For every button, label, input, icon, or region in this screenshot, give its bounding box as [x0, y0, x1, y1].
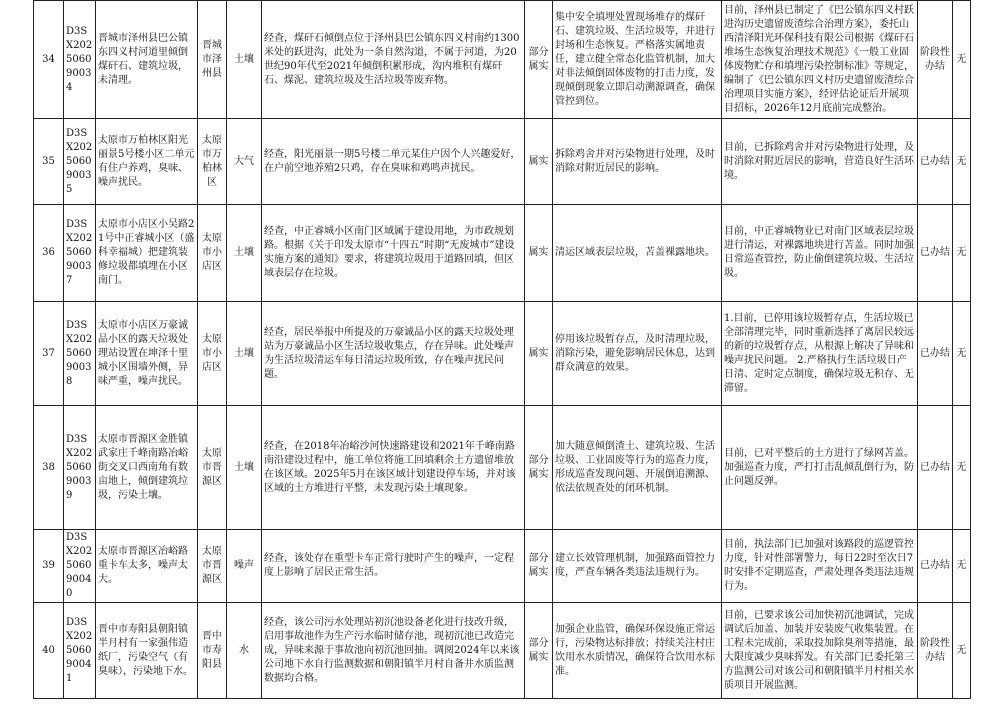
investigation-result-cell: 经查，该处存在重型卡车正常行驶时产生的噪声，一定程度上影响了居民正常生活。	[262, 530, 525, 603]
serial-number-cell: 35	[34, 119, 64, 205]
verification-status-cell: 属实	[525, 205, 553, 302]
investigation-result-cell: 经查，在2018年冶峪沙河快速路建设和2021年千峰南路南沿建设过程中，施工单位将施工回填剩余土方遗留堆放在该区域。2025年5月在该区域计划建设停车场，并对该区域的土方堆进行平整，未发现污染土壤现象。	[262, 406, 525, 530]
pollution-type-cell: 土壤	[227, 205, 262, 302]
complaint-description-cell: 晋中市寿阳县朝阳镇半月村有一家强伟造纸厂，污染空气（有臭味），污染地下水。	[96, 603, 198, 699]
verification-status-cell: 部分属实	[525, 406, 553, 530]
complaint-description-cell: 太原市万柏林区阳光丽景5号楼小区二单元有住户养鸡，臭味、噪声扰民。	[96, 119, 198, 205]
serial-number-cell: 39	[34, 530, 64, 603]
rectification-progress-cell: 目前，中正睿城物业已对南门区域表层垃圾进行清运，对裸露地块进行苫盖。同时加强日常巡查管控，防止偷倒建筑垃圾、生活垃圾。	[722, 205, 918, 302]
case-code-cell: D3SX202506090035	[64, 119, 96, 205]
accountability-cell: 无	[953, 205, 971, 302]
handling-measures-cell: 加强企业监管，确保环保设施正常运行，污染物达标排放；持续关注村庄饮用水水质情况，确保符合饮用水标准。	[553, 603, 722, 699]
serial-number-cell: 36	[34, 205, 64, 302]
administrative-area-cell: 太原市万柏林区	[198, 119, 227, 205]
complaint-description-cell: 晋城市泽州县巴公镇东四义村河道里倾倒煤矸石、建筑垃圾，未清理。	[96, 1, 198, 119]
investigation-result-cell: 经查，中正睿城小区南门区域属于建设用地，为市政规划路。根据《关于印发太原市“十四五”时期“无废城市”建设实施方案的通知》要求，将建筑垃圾用于道路回填，但区域表层存在垃圾。	[262, 205, 525, 302]
case-code-cell: D3SX202506090034	[64, 1, 96, 119]
pollution-type-cell: 水	[227, 603, 262, 699]
accountability-cell: 无	[953, 119, 971, 205]
rectification-progress-cell: 目前，已要求该公司加快初沉池调试，完成调试后加盖、加装并安装废气收集装置。在工程未完成前，采取投加除臭剂等措施，最大限度减少臭味挥发。有关部门已委托第三方监测公司对该公司和朝阳镇半月村相关水质项目开展监测。	[722, 603, 918, 699]
rectification-progress-cell: 1.目前，已停用该垃圾暂存点，生活垃圾已全部清理完毕，同时重新选择了离居民较远的新的垃圾暂存点，从根源上解决了异味和噪声扰民问题。 2.严格执行生活垃圾日产日清、定时定点制度，确保垃圾无积存、无滞留。	[722, 302, 918, 406]
completion-status-cell: 阶段性办结	[918, 603, 953, 699]
pollution-type-cell: 土壤	[227, 406, 262, 530]
case-code-cell: D3SX202506090038	[64, 302, 96, 406]
administrative-area-cell: 太原市小店区	[198, 302, 227, 406]
accountability-cell: 无	[953, 406, 971, 530]
administrative-area-cell: 太原市小店区	[198, 205, 227, 302]
case-code-cell: D3SX202506090037	[64, 205, 96, 302]
rectification-progress-cell: 目前，泽州县已制定了《巴公镇东四义村跃进沟历史遗留废渣综合治理方案》，委托山西清泽阳光环保科技有限公司根据《煤矸石堆场生态恢复治理技术规范》《一般工业固体废物贮存和填埋污染控制标准》等规定，编制了《巴公镇东四义村历史遗留废渣综合治理项目实施方案》，经评估论证后开展项目招标，2026年12月底前完成整治。	[722, 1, 918, 119]
verification-status-cell: 属实	[525, 119, 553, 205]
investigation-result-cell: 经查，阳光丽景一期5号楼二单元某住户因个人兴趣爱好，在户前空地养殖2只鸡，存在臭味和鸡鸣声扰民。	[262, 119, 525, 205]
accountability-cell: 无	[953, 1, 971, 119]
handling-measures-cell: 集中安全填埋处置现场堆存的煤矸石、建筑垃圾、生活垃圾等，并进行封场和生态恢复。严格落实属地责任，建立健全常态化监管机制，加大对非法倾倒固体废物的打击力度，发现倾倒现象立即启动溯源调查，确保管控到位。	[553, 1, 722, 119]
completion-status-cell: 已办结	[918, 530, 953, 603]
table-row	[34, 302, 971, 406]
complaint-description-cell: 太原市晋源区冶峪路重卡车太多，噪声太大。	[96, 530, 198, 603]
table-body	[34, 1, 971, 699]
table-row	[34, 603, 971, 699]
serial-number-cell: 37	[34, 302, 64, 406]
completion-status-cell: 已办结	[918, 406, 953, 530]
complaint-description-cell: 太原市晋源区金胜镇武家庄千峰南路冶峪街交叉口西南角有数亩地上，倾倒建筑垃圾，污染土壤。	[96, 406, 198, 530]
administrative-area-cell: 晋城市泽州县	[198, 1, 227, 119]
case-code-cell: D3SX202506090039	[64, 406, 96, 530]
case-code-cell: D3SX202506090041	[64, 603, 96, 699]
verification-status-cell: 部分属实	[525, 1, 553, 119]
completion-status-cell: 已办结	[918, 119, 953, 205]
serial-number-cell: 38	[34, 406, 64, 530]
completion-status-cell: 已办结	[918, 205, 953, 302]
verification-status-cell: 部分属实	[525, 530, 553, 603]
table-row	[34, 406, 971, 530]
table-row	[34, 1, 971, 119]
pollution-type-cell: 大气	[227, 119, 262, 205]
handling-measures-cell: 建立长效管理机制，加强路面管控力度，严查车辆各类违法违规行为。	[553, 530, 722, 603]
administrative-area-cell: 太原市晋源区	[198, 406, 227, 530]
rectification-progress-cell: 目前，已拆除鸡舍并对污染物进行处理，及时消除对附近居民的影响，营造良好生活环境。	[722, 119, 918, 205]
investigation-result-cell: 经查，该公司污水处理站初沉池设备老化进行技改升级，启用事故池作为生产污水临时储存池，现初沉池已改造完成，异味来源于事故池向初沉池回抽。调阅2024年以来该公司地下水自行监测数据和朝阳镇半月村自备井水质监测数据均合格。	[262, 603, 525, 699]
handling-measures-cell: 清运区域表层垃圾，苫盖裸露地块。	[553, 205, 722, 302]
pollution-type-cell: 土壤	[227, 1, 262, 119]
accountability-cell: 无	[953, 302, 971, 406]
completion-status-cell: 阶段性办结	[918, 1, 953, 119]
serial-number-cell: 34	[34, 1, 64, 119]
investigation-result-cell: 经查，煤矸石倾倒点位于泽州县巴公镇东四义村南约1300米处的跃进沟，此处为一条自然沟道，不属于河道，为20世纪90年代至2021年倾倒积累形成，沟内堆积有煤矸石、煤泥、建筑垃圾及生活垃圾等废弃物。	[262, 1, 525, 119]
rectification-progress-cell: 目前，执法部门已加强对该路段的巡逻管控力度，针对性部署警力，每日22时至次日7时安排不定期巡查，严肃处理各类违法违规行为。	[722, 530, 918, 603]
pollution-type-cell: 土壤	[227, 302, 262, 406]
table-row	[34, 119, 971, 205]
verification-status-cell: 属实	[525, 302, 553, 406]
table-row	[34, 530, 971, 603]
table-row	[34, 205, 971, 302]
investigation-result-cell: 经查，居民举报中所提及的万豪诚品小区的露天垃圾处理站为万豪诚品小区生活垃圾收集点，存在异味。此处噪声为生活垃圾清运车每日清运垃圾所致，存在噪声扰民问题。	[262, 302, 525, 406]
handling-measures-cell: 停用该垃圾暂存点，及时清理垃圾，消除污染，避免影响居民休息，达到群众满意的效果。	[553, 302, 722, 406]
serial-number-cell: 40	[34, 603, 64, 699]
rectification-table	[33, 0, 971, 699]
handling-measures-cell: 拆除鸡舍并对污染物进行处理，及时消除对附近居民的影响。	[553, 119, 722, 205]
complaint-description-cell: 太原市小店区小吴路21号中正睿城小区（盛科幸福城）把建筑装修垃圾都填埋在小区南门。	[96, 205, 198, 302]
complaint-description-cell: 太原市小店区万豪诚品小区的露天垃圾处理站设置在坤泽十里城小区围墙外侧，异味严重，噪声扰民。	[96, 302, 198, 406]
rectification-progress-cell: 目前，已对平整后的土方进行了绿网苫盖。加强巡查力度，严打打击乱倾乱倒行为，防止问题反弹。	[722, 406, 918, 530]
case-code-cell: D3SX202506090040	[64, 530, 96, 603]
pollution-type-cell: 噪声	[227, 530, 262, 603]
administrative-area-cell: 晋中市寿阳县	[198, 603, 227, 699]
handling-measures-cell: 加大随意倾倒渣土、建筑垃圾、生活垃圾、工业固废等行为的巡查力度，形成巡查发现问题、开展倒追溯源、依法依规查处的闭环机制。	[553, 406, 722, 530]
accountability-cell: 无	[953, 530, 971, 603]
accountability-cell: 无	[953, 603, 971, 699]
verification-status-cell: 部分属实	[525, 603, 553, 699]
administrative-area-cell: 太原市晋源区	[198, 530, 227, 603]
completion-status-cell: 已办结	[918, 302, 953, 406]
